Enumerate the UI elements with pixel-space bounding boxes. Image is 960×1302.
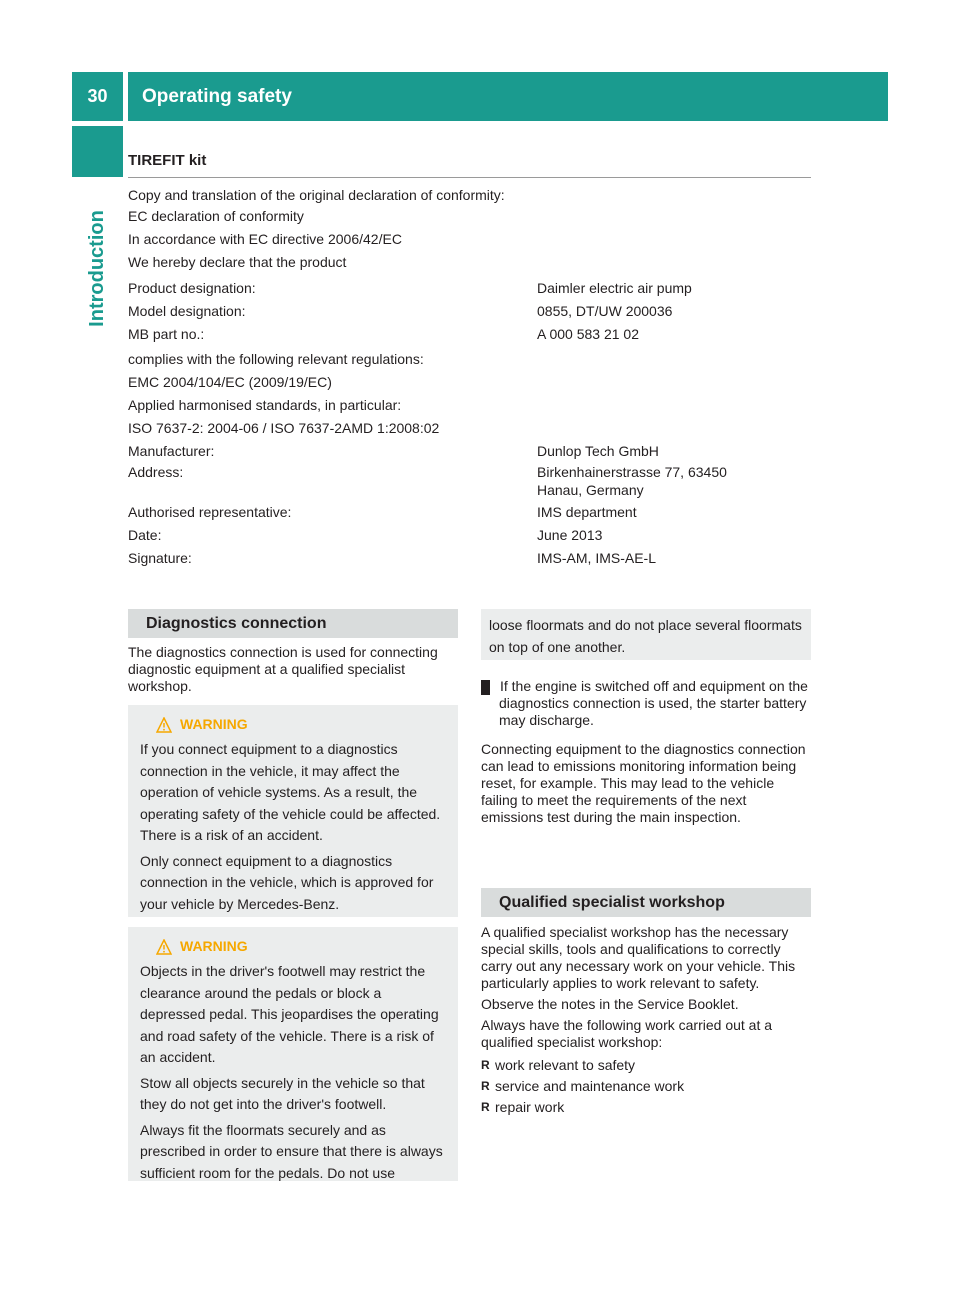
warning-triangle-icon xyxy=(156,939,172,955)
spec-label: Model designation: xyxy=(128,303,246,319)
warning-text: Objects in the driver's footwell may restrict the clearance around the pedals or block a depressed pedal. This jeopardises the operating and road safety of the vehicle. There is a risk of an accident. xyxy=(140,963,439,1065)
diagnostics-intro xyxy=(128,644,458,695)
spec-value: Dunlop Tech GmbH xyxy=(537,443,659,459)
list-item: R work relevant to safety xyxy=(481,1055,811,1076)
spec-label: Signature: xyxy=(128,550,192,566)
spec-label: Date: xyxy=(128,527,162,543)
side-section-label xyxy=(72,186,123,350)
intro-line: EC declaration of conformity xyxy=(128,208,304,224)
warning-label: WARNING xyxy=(180,938,248,955)
spec-value: IMS department xyxy=(537,504,637,520)
warning-header xyxy=(140,935,448,959)
chapter-title: Operating safety xyxy=(142,85,292,107)
note-paragraph xyxy=(474,678,811,729)
workshop-heading xyxy=(481,888,811,917)
diagnostics-body xyxy=(481,741,811,826)
side-section-label-text: Introduction xyxy=(86,209,109,327)
warning-continued-box xyxy=(481,609,811,660)
note-text: If the engine is switched off and equipment on the diagnostics connection is used, the starter battery may discharge. xyxy=(499,678,808,728)
warning-box xyxy=(128,927,458,1181)
warning-box xyxy=(128,705,458,917)
spec-value: IMS-AM, IMS-AE-L xyxy=(537,550,657,566)
warning-text: Always fit the floormats securely and as prescribed in order to ensure that there is always sufficient room for the pedals. Do not use xyxy=(140,1121,443,1181)
spec-value: A 000 583 21 02 xyxy=(537,326,639,342)
exclamation-icon: ! xyxy=(481,680,490,695)
spec-label: Product designation: xyxy=(128,280,256,296)
regulation-line: EMC 2004/104/EC (2009/19/EC) xyxy=(128,374,332,390)
workshop-text xyxy=(481,924,811,1118)
warning-continued-text: loose floormats and do not place several floormats on top of one another. xyxy=(489,617,802,655)
warning-text: If you connect equipment to a diagnostics connection in the vehicle, it may affect the operation of vehicle systems. As a result, the operating safety of the vehicle could be affected. There is a risk of an accident. xyxy=(140,741,441,843)
warning-header xyxy=(140,713,448,737)
warning-label: WARNING xyxy=(180,716,248,733)
regulation-line: complies with the following relevant regulations: xyxy=(128,351,424,367)
intro-line: Copy and translation of the original declaration of conformity: xyxy=(128,187,505,203)
page-number: 30 xyxy=(72,72,123,121)
workshop-paragraph: Always have the following work carried out at a qualified specialist workshop: xyxy=(481,1017,773,1050)
workshop-paragraph: A qualified specialist workshop has the necessary special skills, tools and qualifications to correctly carry out any necessary work on your vehicle. This particularly applies to work relevant to safety. xyxy=(481,924,796,991)
spec-label: Address: xyxy=(128,464,184,480)
section-rule xyxy=(128,177,811,178)
diagnostics-body-text: Connecting equipment to the diagnostics connection can lead to emissions monitoring information being reset, for example. This may lead to the vehicle failing to meet the requirements of the next emissions test during the main inspection. xyxy=(481,741,806,825)
spec-value: 0855, DT/UW 200036 xyxy=(537,303,673,319)
tirefit-title: TIREFIT kit xyxy=(128,152,207,169)
workshop-list xyxy=(481,1055,811,1118)
spec-label: Manufacturer: xyxy=(128,443,215,459)
warning-text: Only connect equipment to a diagnostics connection in the vehicle, which is approved for your vehicle by Mercedes-Benz. xyxy=(140,852,434,912)
workshop-paragraph: Observe the notes in the Service Booklet. xyxy=(481,996,739,1012)
spec-label: Authorised representative: xyxy=(128,504,292,520)
intro-line: We hereby declare that the product xyxy=(128,254,347,270)
regulation-line: ISO 7637-2: 2004-06 / ISO 7637-2AMD 1:2008:02 xyxy=(128,420,440,436)
workshop-heading-text: Qualified specialist workshop xyxy=(499,893,725,911)
side-tab-block xyxy=(72,126,123,177)
intro-line: In accordance with EC directive 2006/42/EC xyxy=(128,231,402,247)
warning-text: Stow all objects securely in the vehicle so that they do not get into the driver's footwell. xyxy=(140,1074,425,1112)
spec-value: June 2013 xyxy=(537,527,603,543)
list-item: R repair work xyxy=(481,1097,811,1118)
spec-value: Birkenhainerstrasse 77, 63450 xyxy=(537,464,727,480)
diagnostics-heading xyxy=(128,609,458,638)
diagnostics-heading-text: Diagnostics connection xyxy=(146,614,327,632)
list-item: R service and maintenance work xyxy=(481,1076,811,1097)
spec-label: MB part no.: xyxy=(128,326,205,342)
chapter-title-bar xyxy=(128,72,888,121)
spec-value: Daimler electric air pump xyxy=(537,280,692,296)
spec-value: Hanau, Germany xyxy=(537,482,644,498)
warning-triangle-icon xyxy=(156,717,172,733)
regulation-line: Applied harmonised standards, in particular: xyxy=(128,397,402,413)
diagnostics-intro-text: The diagnostics connection is used for connecting diagnostic equipment at a qualified specialist workshop. xyxy=(128,644,438,694)
